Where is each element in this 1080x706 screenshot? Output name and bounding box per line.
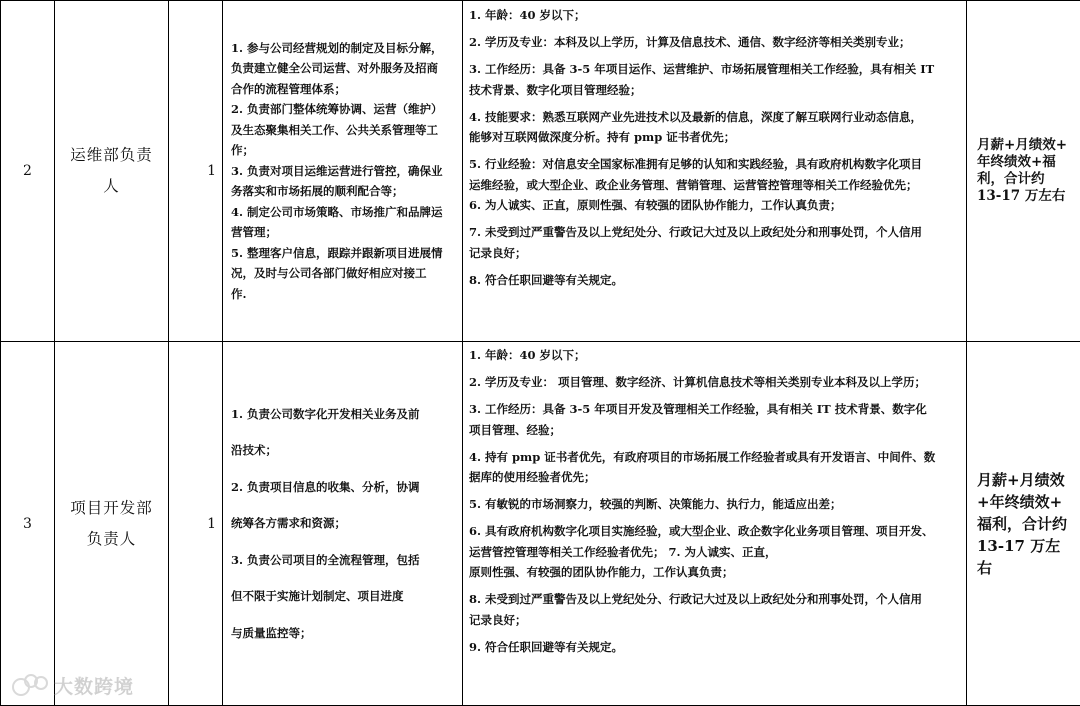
- duty-line: 3. 负责对项目运维运营进行管控，确保业: [231, 161, 456, 182]
- duty-line: 但不限于实施计划制定、项目进度: [231, 578, 456, 615]
- requirement-line: 8. 符合任职回避等有关规定。: [469, 270, 960, 291]
- pay-line: 月薪+月绩效+: [977, 137, 1074, 154]
- requirement-line: 4. 技能要求：熟悉互联网产业先进技术以及最新的信息，深度了解互联网行业动态信息，: [469, 107, 960, 128]
- title-line: 运维部负责: [55, 140, 168, 171]
- pay-line: 年终绩效+福: [977, 154, 1074, 171]
- requirement-line: 2. 学历及专业： 项目管理、数字经济、计算机信息技术等相关类别专业本科及以上学历；: [469, 372, 960, 393]
- row-index: 3: [1, 342, 55, 706]
- duty-line: 5. 整理客户信息，跟踪并跟新项目进展情: [231, 243, 456, 264]
- duties-cell: [223, 342, 463, 706]
- requirement-line: 记录良好；: [469, 243, 960, 264]
- duty-line: 1. 参与公司经营规划的制定及目标分解，: [231, 38, 456, 59]
- duty-line: 合作的流程管理体系；: [231, 79, 456, 100]
- requirement-line: 5. 有敏锐的市场洞察力，较强的判断、决策能力、执行力，能适应出差；: [469, 494, 960, 515]
- duty-line: 2. 负责项目信息的收集、分析，协调: [231, 469, 456, 506]
- requirement-line: 原则性强、有较强的团队协作能力，工作认真负责；: [469, 562, 960, 583]
- pay-line: 月薪+月绩效: [977, 469, 1074, 491]
- compensation-cell: [967, 342, 1080, 706]
- requirement-line: 运维经验，或大型企业、政企业务管理、营销管理、运营管控管理等相关工作经验优先；: [469, 175, 960, 196]
- duty-line: 2. 负责部门整体统筹协调、运营（维护）: [231, 99, 456, 120]
- table-row: [1, 1, 1080, 342]
- requirement-line: 2. 学历及专业：本科及以上学历，计算及信息技术、通信、数字经济等相关类别专业；: [469, 32, 960, 53]
- requirement-line: 9. 符合任职回避等有关规定。: [469, 637, 960, 658]
- requirement-line: 据库的使用经验者优先；: [469, 467, 960, 488]
- requirement-line: 1. 年龄：40 岁以下；: [469, 345, 960, 366]
- compensation-cell: [967, 1, 1080, 342]
- requirements-cell: [463, 1, 967, 342]
- requirements-cell: [463, 342, 967, 706]
- table-row: [1, 342, 1080, 706]
- pay-line: 利，合计约: [977, 171, 1074, 188]
- pay-line: +年终绩效+: [977, 491, 1074, 513]
- requirement-line: 1. 年龄：40 岁以下；: [469, 5, 960, 26]
- duty-line: 营管理；: [231, 222, 456, 243]
- duty-line: 3. 负责公司项目的全流程管理，包括: [231, 542, 456, 579]
- title-line: 人: [55, 171, 168, 202]
- pay-line: 13-17 万左右: [977, 188, 1074, 205]
- duty-line: 1. 负责公司数字化开发相关业务及前: [231, 396, 456, 433]
- row-index: 2: [1, 1, 55, 342]
- requirement-line: 能够对互联网做深度分析。持有 pmp 证书者优先；: [469, 127, 960, 148]
- duty-line: 沿技术；: [231, 432, 456, 469]
- requirement-line: 技术背景、数字化项目管理经验；: [469, 80, 960, 101]
- duty-line: 与质量监控等；: [231, 615, 456, 652]
- duty-line: 4. 制定公司市场策略、市场推广和品牌运: [231, 202, 456, 223]
- requirement-line: 3. 工作经历：具备 3-5 年项目运作、运营维护、市场拓展管理相关工作经验，具有相关 IT: [469, 59, 960, 80]
- requirement-line: 3. 工作经历：具备 3-5 年项目开发及管理相关工作经验，具有相关 IT 技术背景、数字化: [469, 399, 960, 420]
- requirement-line: 8. 未受到过严重警告及以上党纪处分、行政记大过及以上政纪处分和刑事处罚，个人信用: [469, 589, 960, 610]
- title-line: 项目开发部: [55, 493, 168, 524]
- duty-line: 况，及时与公司各部门做好相应对接工: [231, 263, 456, 284]
- requirement-line: 项目管理、经验；: [469, 420, 960, 441]
- pay-line: 13-17 万左右: [977, 535, 1074, 579]
- requirement-line: 5. 行业经验：对信息安全国家标准拥有足够的认知和实践经验，具有政府机构数字化项目: [469, 154, 960, 175]
- position-title: [55, 342, 169, 706]
- watermark: [12, 672, 134, 698]
- headcount: 1: [169, 1, 223, 342]
- requirement-line: 7. 未受到过严重警告及以上党纪处分、行政记大过及以上政纪处分和刑事处罚，个人信用: [469, 222, 960, 243]
- requirement-line: 6. 具有政府机构数字化项目实施经验，或大型企业、政企数字化业务项目管理、项目开发、: [469, 521, 960, 542]
- position-title: [55, 1, 169, 342]
- requirement-line: 6. 为人诚实、正直，原则性强、有较强的团队协作能力，工作认真负责；: [469, 195, 960, 216]
- duty-line: 务落实和市场拓展的顺利配合等；: [231, 181, 456, 202]
- pay-line: 福利，合计约: [977, 513, 1074, 535]
- duty-line: 负责建立健全公司运营、对外服务及招商: [231, 58, 456, 79]
- duty-line: 作；: [231, 140, 456, 161]
- daxshu-logo-icon: [12, 674, 50, 696]
- duties-cell: [223, 1, 463, 342]
- duty-line: 统筹各方需求和资源；: [231, 505, 456, 542]
- requirement-line: 记录良好；: [469, 610, 960, 631]
- duty-line: 及生态聚集相关工作、公共关系管理等工: [231, 120, 456, 141]
- title-line: 负责人: [55, 524, 168, 555]
- duty-line: 作.: [231, 284, 456, 305]
- requirement-line: 运营管控管理等相关工作经验者优先； 7. 为人诚实、正直，: [469, 542, 960, 563]
- watermark-text: 大数跨境: [54, 672, 134, 699]
- requirement-line: 4. 持有 pmp 证书者优先，有政府项目的市场拓展工作经验者或具有开发语言、中间件、数: [469, 447, 960, 468]
- headcount: 1: [169, 342, 223, 706]
